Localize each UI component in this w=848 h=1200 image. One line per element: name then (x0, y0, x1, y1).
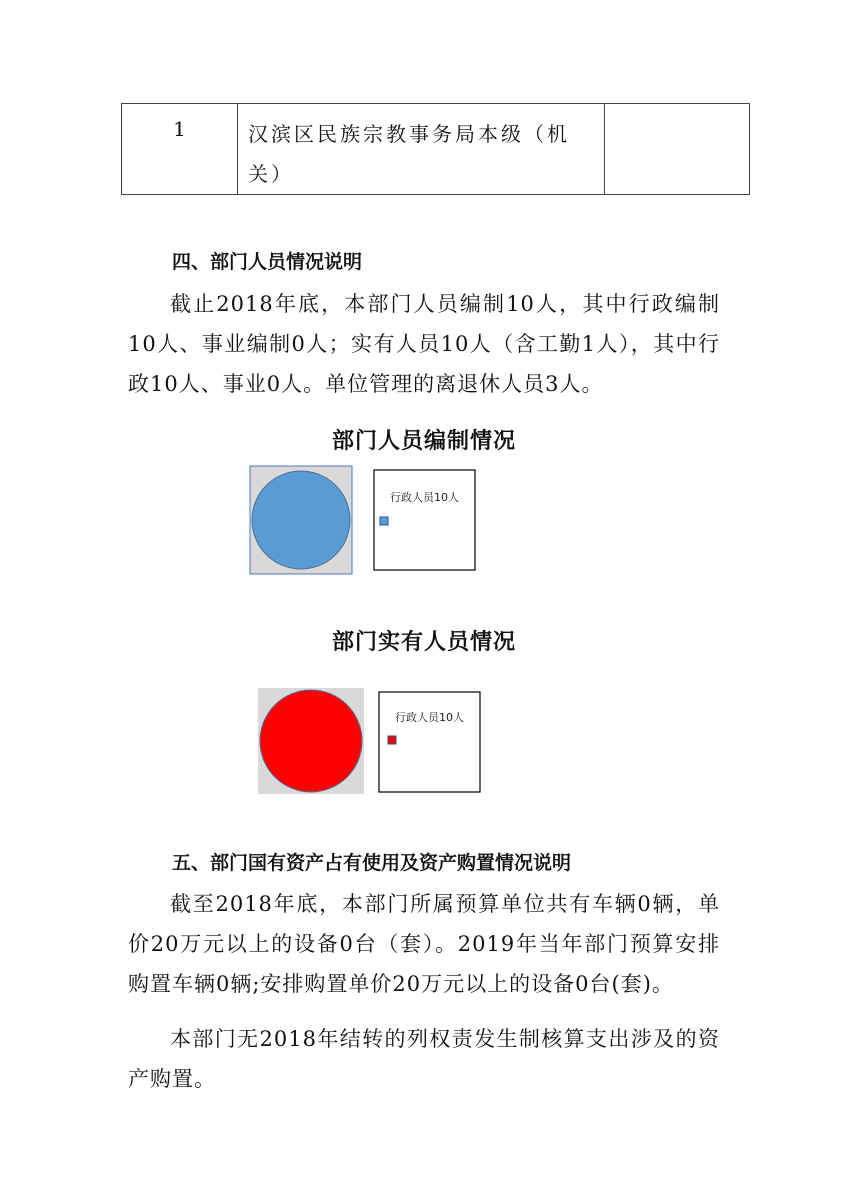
section5-paragraph2: 本部门无2018年结转的列权责发生制核算支出涉及的资产购置。 (128, 1027, 720, 1091)
section4-heading: 四、部门人员情况说明 (172, 251, 363, 273)
unit-table (121, 103, 750, 195)
chart2-pie-slice (260, 690, 362, 792)
chart1-pie-slice (252, 471, 350, 569)
table-cell-empty (605, 104, 750, 195)
chart1-pie-chart (0, 462, 848, 578)
section4-paragraph: 截止2018年底，本部门人员编制10人，其中行政编制10人、事业编制0人；实有人员10人（含工勤1人），其中行政10人、事业0人。单位管理的离退休人员3人。 (128, 292, 720, 396)
chart2-pie-chart (0, 684, 848, 800)
chart1-legend-box (374, 470, 475, 570)
section5-paragraph1: 截至2018年底，本部门所属预算单位共有车辆0辆，单价20万元以上的设备0台（套）。2019年当年部门预算安排购置车辆0辆;安排购置单价20万元以上的设备0台(套)。 (128, 892, 720, 996)
table-row (122, 104, 750, 195)
chart1-legend-label: 行政人员10人 (390, 491, 459, 504)
table-cell-unit-name: 汉滨区民族宗教事务局本级（机关） (238, 104, 605, 195)
chart1-title: 部门人员编制情况 (331, 429, 516, 454)
chart2-title: 部门实有人员情况 (331, 630, 516, 655)
chart1-legend-marker (380, 517, 388, 525)
section5-heading: 五、部门国有资产占有使用及资产购置情况说明 (172, 852, 572, 874)
chart2-legend-marker (388, 736, 396, 744)
table-cell-number: 1 (122, 104, 238, 195)
chart2-legend-label: 行政人员10人 (395, 711, 464, 724)
